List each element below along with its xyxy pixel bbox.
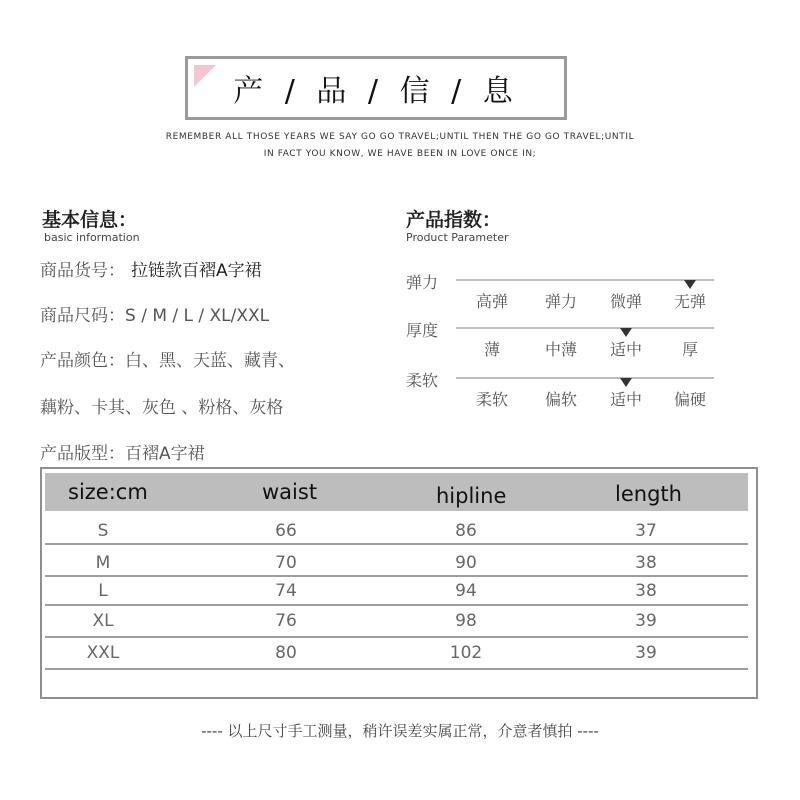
color-line-2: 藕粉、卡其、灰色 、粉格、灰格 (40, 398, 284, 418)
table-cell: 38 (635, 553, 657, 573)
table-row-divider (45, 668, 748, 670)
color-value-1: 白、黑、天蓝、藏青、 (125, 351, 295, 371)
table-cell: XL (92, 611, 114, 631)
param-option: 适中 (609, 340, 642, 359)
param-option: 弹力 (544, 292, 577, 311)
table-cell: XXL (86, 643, 120, 663)
param-option: 偏软 (544, 390, 577, 409)
tagline-line-1: REMEMBER ALL THOSE YEARS WE SAY GO GO TRAVEL;UNTIL THEN THE GO GO TRAVEL;UNTIL (165, 132, 635, 142)
table-row-divider (45, 575, 748, 577)
size-label: 商品尺码： (40, 306, 125, 326)
measurement-note: ---- 以上尺寸手工测量，稍许误差实属正常，介意者慎拍 ---- (201, 722, 599, 740)
table-row-divider (45, 604, 748, 606)
fit-label: 产品版型： (40, 444, 125, 464)
param-scale-line (456, 377, 714, 379)
table-cell: 74 (275, 581, 297, 601)
param-option: 柔软 (475, 390, 508, 409)
table-cell: 39 (635, 643, 657, 663)
tagline-line-2: IN FACT YOU KNOW, WE HAVE BEEN IN LOVE ONCE IN; (263, 149, 537, 159)
table-cell: 70 (275, 553, 297, 573)
param-scale-line (456, 279, 714, 281)
table-cell: 86 (455, 521, 477, 541)
basic-info-heading: 基本信息： (42, 209, 138, 231)
item-number-label: 商品货号： (40, 261, 125, 281)
item-number-value: 拉链款百褶A字裙 (131, 261, 262, 281)
param-option: 适中 (609, 390, 642, 409)
param-label: 厚度 (406, 321, 439, 340)
table-cell: 98 (455, 611, 477, 631)
table-cell: 80 (275, 643, 297, 663)
header-size: size:cm (68, 480, 148, 504)
param-option: 微弹 (609, 292, 642, 311)
table-cell: 37 (635, 521, 657, 541)
page-title: 产 / 品 / 信 / 息 (233, 74, 519, 109)
table-cell: 38 (635, 581, 657, 601)
selected-marker-icon (684, 280, 696, 289)
color-line (40, 346, 295, 371)
param-scale-line (456, 327, 714, 329)
product-params-subheading: Product Parameter (406, 231, 509, 244)
table-cell: 102 (449, 643, 483, 663)
item-number-line (40, 256, 262, 281)
table-cell: 39 (635, 611, 657, 631)
param-option: 偏硬 (673, 390, 706, 409)
param-option: 高弹 (475, 292, 508, 311)
param-label: 弹力 (406, 273, 439, 292)
selected-marker-icon (620, 328, 632, 337)
param-label: 柔软 (406, 371, 439, 390)
param-option: 中薄 (544, 340, 577, 359)
color-label: 产品颜色： (40, 351, 125, 371)
product-params-heading: 产品指数： (406, 209, 502, 231)
header-length: length (615, 482, 682, 506)
param-option: 无弹 (673, 292, 706, 311)
size-line (40, 301, 269, 326)
size-value: S / M / L / XL/XXL (125, 306, 270, 326)
basic-info-subheading: basic information (44, 231, 140, 244)
header-hipline: hipline (436, 484, 507, 508)
fit-value: 百褶A字裙 (125, 444, 205, 464)
table-cell: 90 (455, 553, 477, 573)
fit-line (40, 439, 205, 464)
param-option: 薄 (483, 340, 500, 359)
header-waist: waist (262, 480, 318, 504)
table-cell: S (97, 521, 109, 541)
table-cell: 66 (275, 521, 297, 541)
table-row-divider (45, 543, 748, 545)
table-cell: 94 (455, 581, 477, 601)
selected-marker-icon (620, 378, 632, 387)
table-cell: L (98, 581, 108, 601)
param-option: 厚 (681, 340, 698, 359)
table-row-divider (45, 636, 748, 638)
table-cell: M (95, 553, 111, 573)
table-cell: 76 (275, 611, 297, 631)
